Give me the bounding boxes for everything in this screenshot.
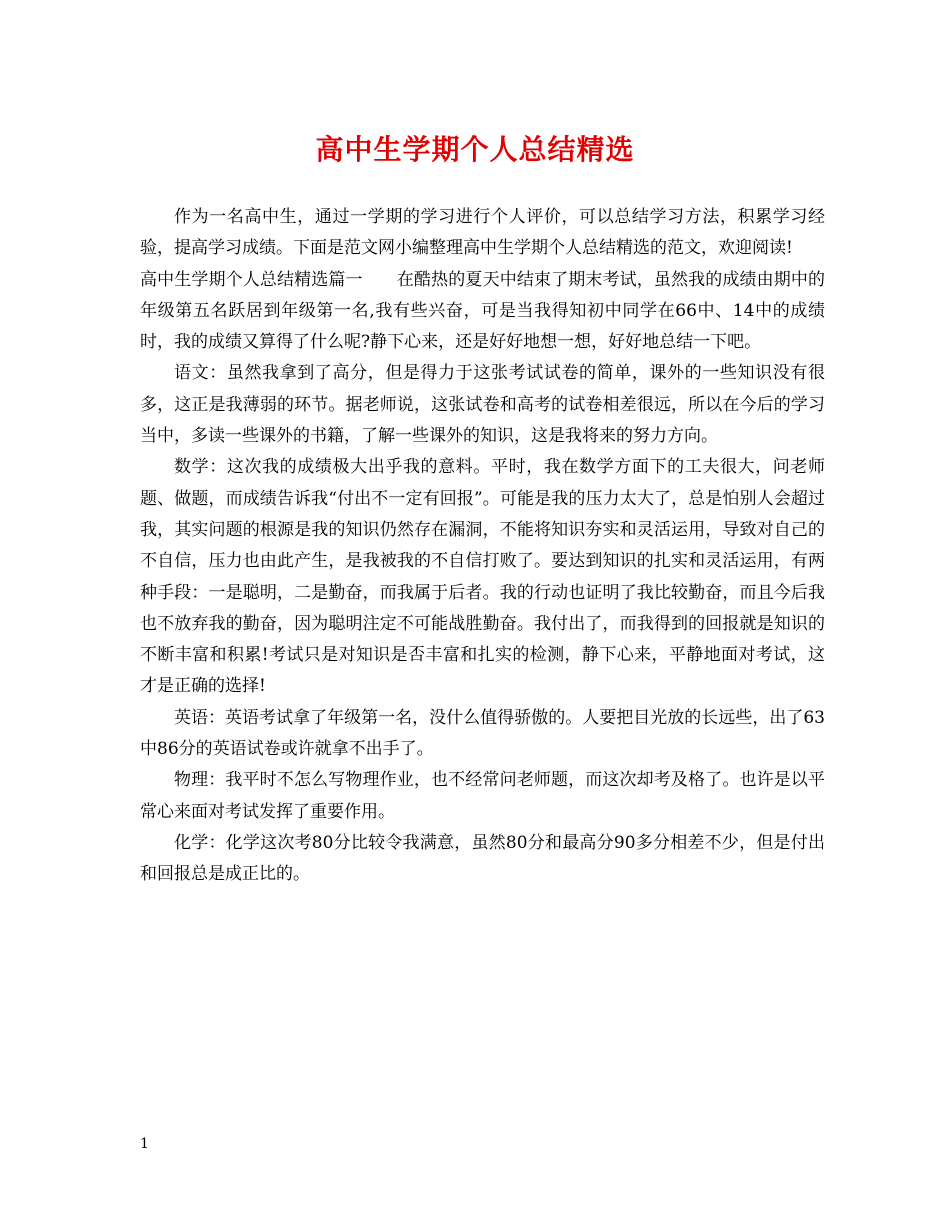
math-paragraph: 数学：这次我的成绩极大出乎我的意料。平时，我在数学方面下的工夫很大，问老师题、做题，而成绩告诉我“付出不一定有回报”。可能是我的压力太大了，总是怕别人会超过我，其实问题的根源是我的知识仍然存在漏洞，不能将知识夯实和灵活运用，导致对自己的不自信，压力也由此产生，是我被我的不自信打败了。要达到知识的扎实和灵活运用，有两种手段：一是聪明，二是勤奋，而我属于后者。我的行动也证明了我比较勤奋，而且今后我也不放弃我的勤奋，因为聪明注定不可能战胜勤奋。我付出了，而我得到的回报就是知识的不断丰富和积累!考试只是对知识是否丰富和扎实的检测，静下心来，平静地面对考试，这才是正确的选择! <box>140 457 825 697</box>
chinese-paragraph: 语文：虽然我拿到了高分，但是得力于这张考试试卷的简单，课外的一些知识没有很多，这正是我薄弱的环节。据老师说，这张试卷和高考的试卷相差很远，所以在今后的学习当中，多读一些课外的书籍，了解一些课外的知识，这是我将来的努力方向。 <box>140 363 825 447</box>
intro-paragraph: 作为一名高中生，通过一学期的学习进行个人评价，可以总结学习方法，积累学习经验，提高学习成绩。下面是范文网小编整理高中生学期个人总结精选的范文，欢迎阅读! <box>140 207 825 259</box>
document-title: 高中生学期个人总结精选 <box>315 133 635 166</box>
chemistry-paragraph: 化学：化学这次考80分比较令我满意，虽然80分和最高分90多分相差不少，但是付出和回报总是成正比的。 <box>140 832 825 885</box>
section-heading-paragraph: 高中生学期个人总结精选篇一 在酷热的夏天中结束了期末考试，虽然我的成绩由期中的年级第五名跃居到年级第一名,我有些兴奋，可是当我得知初中同学在66中、14中的成绩时，我的成绩又算得了什么呢?静下心来，还是好好地想一想，好好地总结一下吧。 <box>140 269 825 353</box>
physics-paragraph: 物理：我平时不怎么写物理作业，也不经常问老师题，而这次却考及格了。也许是以平常心来面对考试发挥了重要作用。 <box>140 770 825 822</box>
document-body <box>140 202 825 891</box>
page-number: 1 <box>140 1136 149 1152</box>
english-paragraph: 英语：英语考试拿了年级第一名，没什么值得骄傲的。人要把目光放的长远些，出了63中86分的英语试卷或许就拿不出手了。 <box>140 707 825 760</box>
